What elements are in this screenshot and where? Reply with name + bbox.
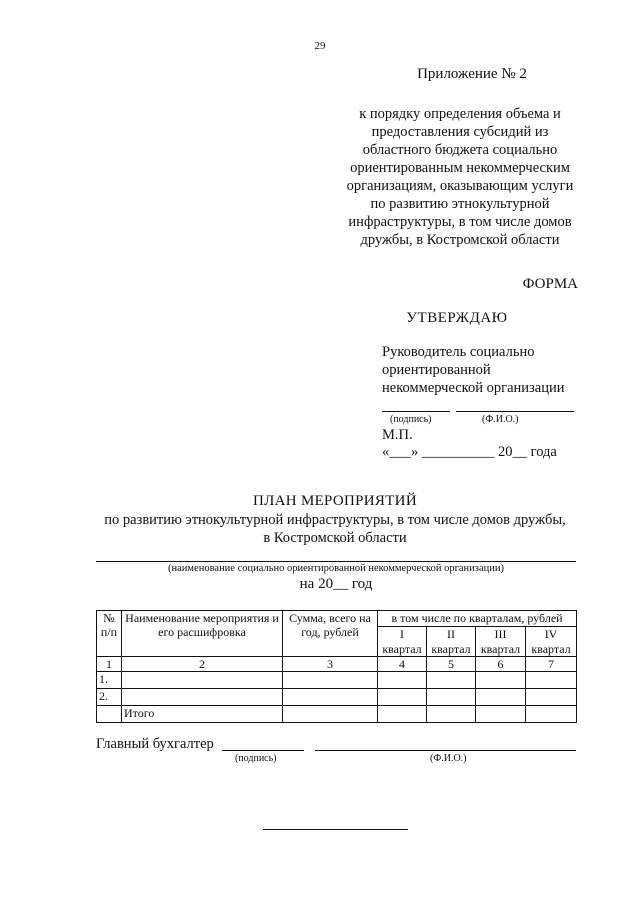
row-cell (378, 689, 427, 706)
column-number: 2 (122, 657, 283, 672)
header-activity-name: Наименование мероприятия и его расшифровка (122, 611, 283, 657)
row-cell (526, 689, 577, 706)
approval-name-caption: (Ф.И.О.) (482, 414, 519, 425)
row-cell (476, 672, 526, 689)
approver-line: ориентированной (382, 362, 491, 378)
header-total-sum: Сумма, всего на год, рублей (283, 611, 378, 657)
accountant-name-caption: (Ф.И.О.) (430, 753, 467, 764)
header-quarter-word: квартал (526, 642, 577, 657)
column-number: 7 (526, 657, 577, 672)
appendix-line: ориентированным некоммерческим (350, 160, 570, 176)
row-total-label: Итого (122, 706, 283, 723)
total-row (97, 706, 577, 723)
plan-title: ПЛАН МЕРОПРИЯТИЙ (253, 493, 417, 509)
header-quarters-group: в том числе по кварталам, рублей (378, 611, 577, 627)
approval-signature-caption: (подпись) (390, 414, 432, 425)
column-number: 6 (476, 657, 526, 672)
header-quarter-word: квартал (476, 642, 526, 657)
header-quarter-4: IV (526, 627, 577, 642)
document-end-line (263, 829, 408, 830)
appendix-line: к порядку определения объема и (359, 106, 561, 122)
row-activity-name (122, 672, 283, 689)
approval-name-line (456, 411, 574, 412)
appendix-line: организациям, оказывающим услуги (346, 178, 574, 194)
appendix-line: предоставления субсидий из (371, 124, 549, 140)
row-cell (476, 706, 526, 723)
row-cell (427, 689, 476, 706)
header-quarter-word: квартал (378, 642, 427, 657)
header-quarter-2: II (427, 627, 476, 642)
row-cell (526, 672, 577, 689)
table-row (97, 689, 577, 706)
stamp-label: М.П. (382, 427, 413, 443)
column-number: 3 (283, 657, 378, 672)
approver-line: некоммерческой организации (382, 380, 565, 396)
column-number: 4 (378, 657, 427, 672)
plan-table (96, 610, 577, 723)
approval-title: УТВЕРЖДАЮ (406, 310, 508, 326)
row-cell (283, 689, 378, 706)
accountant-signature-caption: (подпись) (235, 753, 277, 764)
plan-subtitle-line: по развитию этнокультурной инфраструктуры, в том числе домов дружбы, (104, 512, 566, 528)
row-number: 1. (97, 672, 122, 689)
approver-line: Руководитель социально (382, 344, 535, 360)
plan-subtitle-line: в Костромской области (263, 530, 407, 546)
row-number (97, 706, 122, 723)
header-number: № п/п (97, 611, 122, 657)
row-cell (378, 706, 427, 723)
appendix-text (330, 105, 590, 249)
row-cell (378, 672, 427, 689)
appendix-title: Приложение № 2 (417, 66, 527, 82)
chief-accountant-label: Главный бухгалтер (96, 736, 214, 752)
appendix-line: по развитию этнокультурной (370, 196, 550, 212)
approval-date: «___» __________ 20__ года (382, 444, 557, 460)
row-cell (283, 672, 378, 689)
row-cell (283, 706, 378, 723)
row-number: 2. (97, 689, 122, 706)
row-cell (476, 689, 526, 706)
accountant-name-line (315, 750, 576, 751)
table-row (97, 672, 577, 689)
accountant-signature-line (222, 750, 304, 751)
header-quarter-word: квартал (427, 642, 476, 657)
approver-position (382, 343, 592, 397)
row-activity-name (122, 689, 283, 706)
column-number: 5 (427, 657, 476, 672)
row-cell (526, 706, 577, 723)
appendix-line: областного бюджета социально (362, 142, 558, 158)
header-quarter-3: III (476, 627, 526, 642)
row-cell (427, 672, 476, 689)
appendix-line: инфраструктуры, в том числе домов (348, 214, 572, 230)
approval-signature-line (382, 411, 450, 412)
organization-caption: (наименование социально ориентированной некоммерческой организации) (168, 563, 504, 574)
appendix-line: дружбы, в Костромской области (360, 232, 560, 248)
header-quarter-1: I (378, 627, 427, 642)
plan-year: на 20__ год (299, 576, 373, 592)
organization-name-line (96, 561, 576, 562)
plan-subtitle (60, 511, 610, 547)
row-cell (427, 706, 476, 723)
column-number-row (97, 657, 577, 672)
form-label: ФОРМА (522, 276, 578, 292)
page-number: 29 (314, 40, 326, 52)
column-number: 1 (97, 657, 122, 672)
